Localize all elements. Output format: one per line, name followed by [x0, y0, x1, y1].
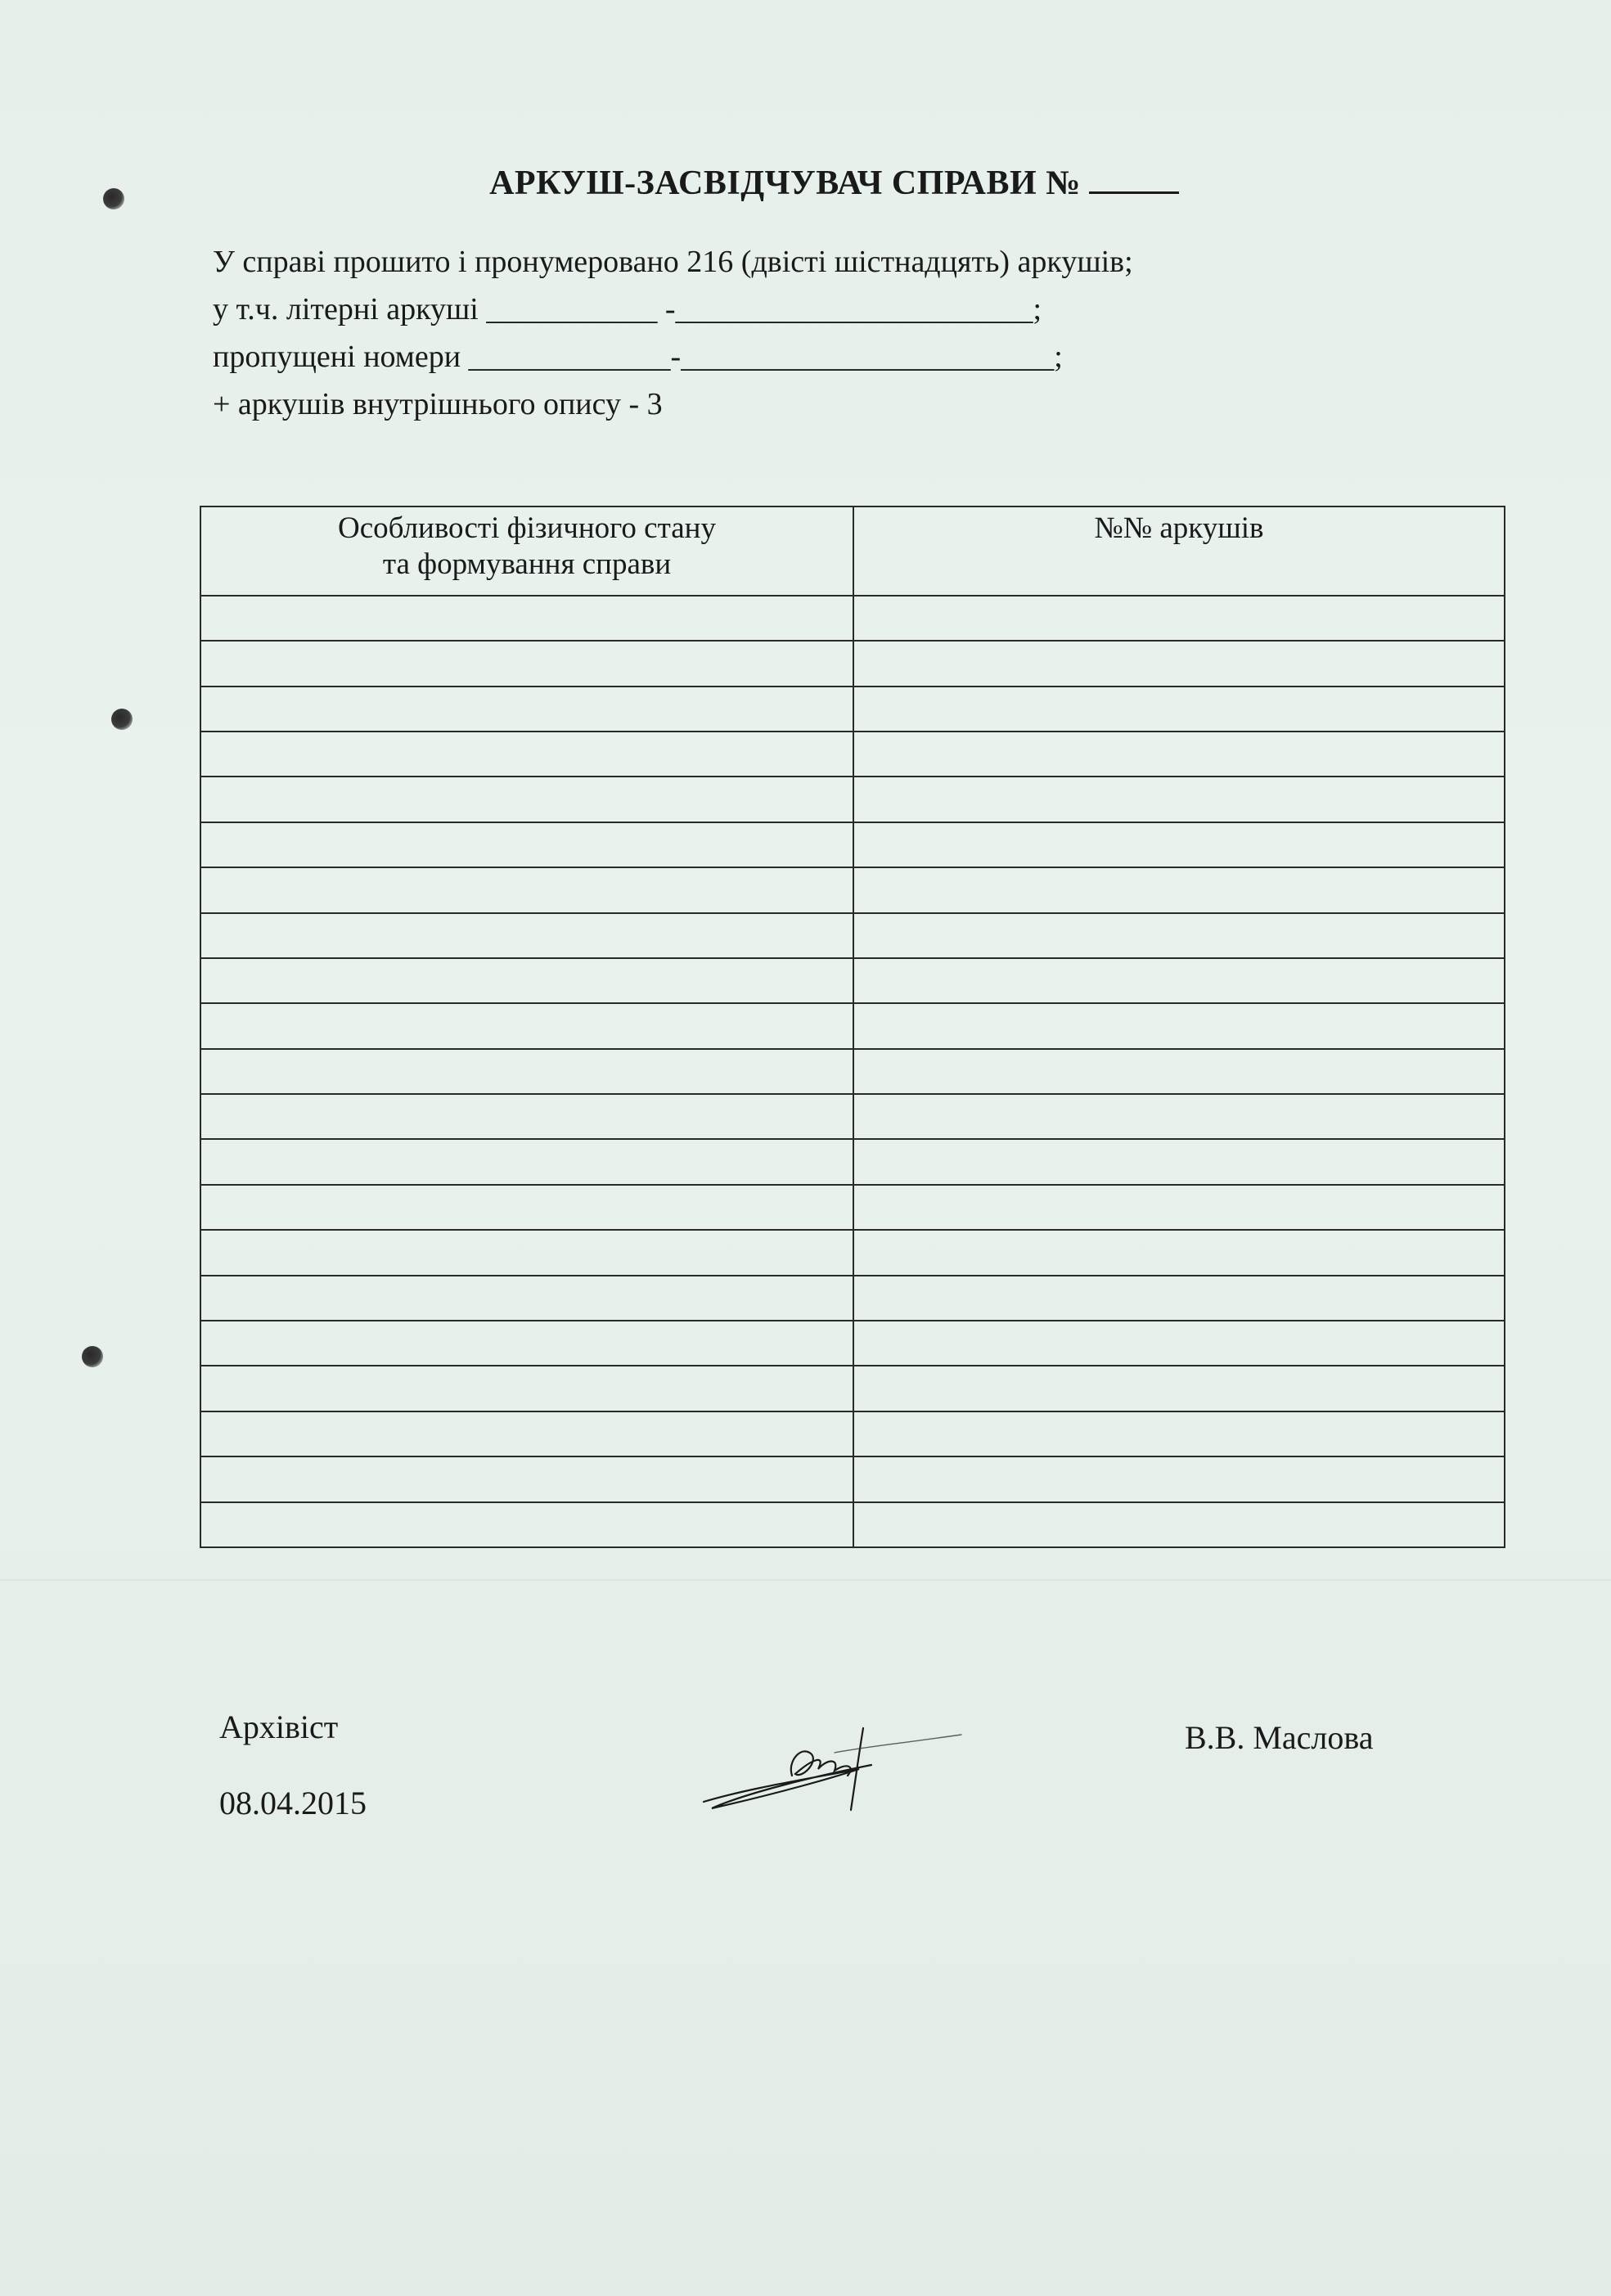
table-row — [200, 1230, 1505, 1275]
column-header-condition — [200, 506, 853, 596]
sheet-numbers-cell — [853, 1230, 1505, 1275]
letter-sheets-line: у т.ч. літерні аркуші ___________ -_______________________; — [213, 292, 1042, 326]
table-row — [200, 1276, 1505, 1321]
table-row — [200, 732, 1505, 777]
paper-fold — [0, 1579, 1611, 1581]
table-row — [200, 1321, 1505, 1366]
signer-name: В.В. Маслова — [1185, 1719, 1374, 1756]
sheet-numbers-cell — [853, 822, 1505, 867]
sheet-numbers-cell — [853, 1321, 1505, 1366]
condition-cell — [200, 1366, 853, 1411]
handwritten-signature — [695, 1712, 965, 1818]
sheet-numbers-cell — [853, 1276, 1505, 1321]
condition-cell — [200, 687, 853, 732]
table-row — [200, 1366, 1505, 1411]
sign-date: 08.04.2015 — [219, 1785, 367, 1821]
table-row — [200, 1456, 1505, 1501]
table-row — [200, 1411, 1505, 1456]
condition-cell — [200, 1502, 853, 1547]
sheet-numbers-cell — [853, 1185, 1505, 1230]
condition-cell — [200, 641, 853, 686]
condition-cell — [200, 596, 853, 641]
table-row — [200, 1049, 1505, 1094]
condition-cell — [200, 1094, 853, 1139]
missing-numbers-line: пропущені номери _____________-________________________; — [213, 340, 1063, 374]
sheet-numbers-cell — [853, 913, 1505, 958]
condition-cell — [200, 1276, 853, 1321]
table-row — [200, 1502, 1505, 1547]
table-row — [200, 777, 1505, 822]
sheet-numbers-cell — [853, 1502, 1505, 1547]
condition-cell — [200, 777, 853, 822]
sheet-numbers-cell — [853, 1456, 1505, 1501]
table-row — [200, 596, 1505, 641]
inventory-sheets-line: + аркушів внутрішнього опису - 3 — [213, 387, 663, 421]
sheet-numbers-cell — [853, 1049, 1505, 1094]
sheet-numbers-cell — [853, 641, 1505, 686]
sheets-count-line: У справі прошито і пронумеровано 216 (двісті шістнадцять) аркушів; — [213, 245, 1133, 279]
table-row — [200, 913, 1505, 958]
table-row — [200, 867, 1505, 912]
sheet-numbers-cell — [853, 777, 1505, 822]
document-title — [0, 164, 1611, 203]
condition-cell — [200, 1003, 853, 1048]
condition-cell — [200, 1185, 853, 1230]
sheet-numbers-cell — [853, 687, 1505, 732]
condition-cell — [200, 1049, 853, 1094]
column-header-condition-line2: та формування справи — [382, 547, 672, 581]
condition-cell — [200, 822, 853, 867]
document-title-text: АРКУШ-ЗАСВІДЧУВАЧ СПРАВИ № — [489, 164, 1081, 202]
signer-role: Архівіст — [219, 1708, 339, 1745]
table-row — [200, 1139, 1505, 1184]
table-row — [200, 1185, 1505, 1230]
condition-cell — [200, 1411, 853, 1456]
condition-cell — [200, 732, 853, 777]
table-header-row — [200, 506, 1505, 596]
table-row — [200, 1094, 1505, 1139]
sheet-numbers-cell — [853, 732, 1505, 777]
condition-cell — [200, 867, 853, 912]
table-row — [200, 958, 1505, 1003]
condition-cell — [200, 1230, 853, 1275]
table-row — [200, 822, 1505, 867]
table-body — [200, 596, 1505, 1547]
condition-cell — [200, 913, 853, 958]
condition-table — [200, 506, 1505, 1548]
table-row — [200, 687, 1505, 732]
column-header-sheet-numbers: №№ аркушів — [853, 506, 1505, 596]
sheet-numbers-cell — [853, 596, 1505, 641]
condition-cell — [200, 1321, 853, 1366]
punch-hole — [82, 1346, 103, 1367]
condition-cell — [200, 1456, 853, 1501]
table-row — [200, 641, 1505, 686]
table-row — [200, 1003, 1505, 1048]
condition-cell — [200, 1139, 853, 1184]
case-number-blank — [1089, 167, 1179, 194]
sheet-numbers-cell — [853, 1366, 1505, 1411]
sheet-numbers-cell — [853, 958, 1505, 1003]
sheet-numbers-cell — [853, 1094, 1505, 1139]
condition-cell — [200, 958, 853, 1003]
column-header-condition-line1: Особливості фізичного стану — [338, 511, 716, 545]
punch-hole — [111, 709, 133, 730]
sheet-numbers-cell — [853, 1003, 1505, 1048]
sheet-numbers-cell — [853, 1139, 1505, 1184]
sheet-numbers-cell — [853, 867, 1505, 912]
sheet-numbers-cell — [853, 1411, 1505, 1456]
